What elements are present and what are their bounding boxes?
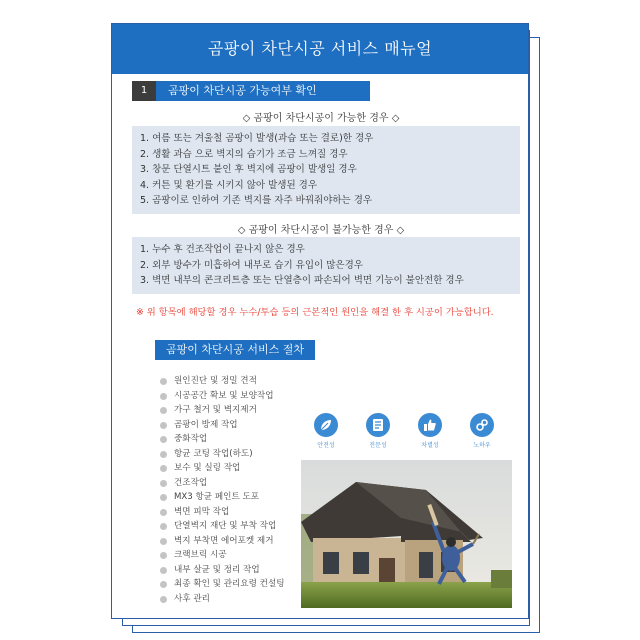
warning-note: ※ 위 항목에 해당할 경우 누수/투습 등의 근본적인 원인을 해결 한 후 시공이 가능합니다. [136,307,494,318]
bullet-icon [160,538,167,545]
step-label: 시공공간 확보 및 보양작업 [174,390,274,401]
step-label: 중화작업 [174,434,208,444]
page-title: 곰팡이 차단시공 서비스 매뉴얼 [112,24,528,74]
list-item: 4. 커튼 및 환기를 시키지 않아 발생된 경우 [140,179,318,191]
step-label: 크랙브릭 시공 [174,550,227,560]
bullet-icon [160,480,167,487]
impossible-box [132,237,520,294]
step-label: 원인진단 및 정밀 견적 [174,376,257,386]
step-label: 곰팡이 방제 작업 [174,419,238,430]
bullet-icon [160,422,167,429]
bullet-icon [160,436,167,443]
possible-box [132,126,520,214]
house-photo [301,460,512,608]
bullet-icon [160,596,167,603]
step-item [160,490,285,505]
list-item: 2. 생활 과습 으로 벽지의 습기가 조금 느껴질 경우 [140,148,348,160]
bullet-icon [160,451,167,458]
step-label: 사후 관리 [174,593,210,604]
step-item [160,534,285,549]
step-label: 벽지 부착면 에어포켓 제거 [174,535,274,546]
leaf-icon [314,413,338,437]
step-item [160,374,285,389]
bullet-icon [160,494,167,501]
list-item: 1. 누수 후 건조작업이 끝나지 않은 경우 [140,244,305,255]
procedure-title: 곰팡이 차단시공 서비스 절차 [155,340,315,360]
document-icon [366,413,390,437]
step-label: 보수 및 실링 작업 [174,463,241,473]
feature-icons [310,413,510,453]
feature-knowhow [470,413,494,449]
bullet-icon [160,465,167,472]
feature-label: 전문성 [369,442,387,449]
bullet-icon [160,509,167,516]
step-label: 내부 살균 및 정리 작업 [174,564,260,575]
step-item [160,389,285,404]
impossible-heading: ◇ 곰팡이 차단시공이 불가능한 경우 ◇ [237,225,405,236]
feature-label: 안전성 [317,442,335,449]
bullet-icon [160,393,167,400]
list-item: 2. 외부 방수가 미흡하여 내부로 습기 유입이 많은경우 [140,259,363,271]
procedure-steps [160,374,285,606]
link-icon [470,413,494,437]
bullet-icon [160,523,167,530]
step-item [160,548,285,563]
step-label: MX3 항균 페인트 도포 [174,492,260,502]
bullet-icon [160,378,167,385]
feature-differentiation [418,413,442,449]
step-item [160,461,285,476]
step-label: 단열벽지 재단 및 부착 작업 [174,521,277,531]
step-item [160,519,285,534]
step-item [160,563,285,578]
possible-heading: ◇ 곰팡이 차단시공이 가능한 경우 ◇ [242,113,400,124]
list-item: 1. 여름 또는 겨울철 곰팡이 발생(과습 또는 결로)한 경우 [140,133,374,144]
feature-safety [314,413,338,449]
step-label: 최종 확인 및 관리요령 컨설팅 [174,579,285,589]
feature-label: 차별성 [421,442,439,449]
step-item [160,418,285,433]
bullet-icon [160,581,167,588]
step-item [160,577,285,592]
step-item [160,505,285,520]
bullet-icon [160,567,167,574]
step-label: 벽면 피막 작업 [174,506,230,517]
section-number: 1 [132,81,156,101]
list-item: 5. 곰팡이로 인하여 기존 벽지를 자주 바꿔줘야하는 경우 [140,195,373,207]
step-label: 가구 철거 및 벽지제거 [174,405,257,415]
section-header [132,81,370,101]
bullet-icon [160,407,167,414]
step-item [160,476,285,491]
feature-label: 노하우 [473,442,491,449]
step-item [160,447,285,462]
step-label: 항균 코팅 작업(하도) [174,448,253,459]
list-item: 3. 벽면 내부의 콘크리트층 또는 단열층이 파손되어 벽면 기능이 불안전한 경우 [140,275,464,287]
list-item: 3. 창문 단열시트 붙인 후 벽지에 곰팡이 발생일 경우 [140,164,357,176]
manual-page [111,23,529,619]
thumbs-up-icon [418,413,442,437]
step-item [160,592,285,607]
bullet-icon [160,552,167,559]
step-item [160,403,285,418]
section-title: 곰팡이 차단시공 가능여부 확인 [156,81,370,101]
step-label: 건조작업 [174,477,208,488]
feature-expertise [366,413,390,449]
step-item [160,432,285,447]
